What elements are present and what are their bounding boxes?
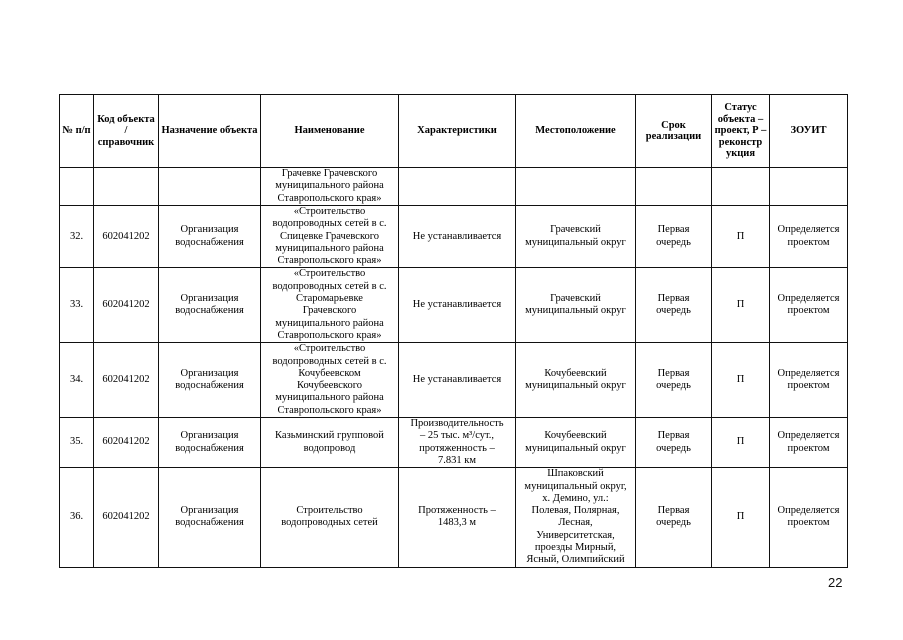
cell-location: Кочубеевский муниципальный округ	[516, 418, 636, 468]
cell-characteristics: Протяженность – 1483,3 м	[399, 468, 516, 567]
cell-zouit: Определяется проектом	[770, 343, 848, 418]
table-row	[60, 206, 848, 268]
cell-purpose: Организация водоснабжения	[159, 343, 261, 418]
cell-num: 36.	[60, 468, 94, 567]
cell-name: «Строительство водопроводных сетей в с. Старомарьевке Грачевского муниципального района Ставропольского края»	[261, 268, 399, 343]
cell-name: «Строительство водопроводных сетей в с. Спицевке Грачевского муниципального района Ставропольского края»	[261, 206, 399, 268]
cell-location: Грачевский муниципальный округ	[516, 206, 636, 268]
header-purpose: Назначение объекта	[159, 95, 261, 168]
cell-empty	[636, 168, 712, 206]
cell-term: Первая очередь	[636, 418, 712, 468]
cell-location: Шпаковский муниципальный округ, х. Демино, ул.: Полевая, Полярная, Лесная, Университетская, проезды Мирный, Ясный, Олимпийский	[516, 468, 636, 567]
cell-characteristics: Не устанавливается	[399, 343, 516, 418]
cell-name: Строительство водопроводных сетей	[261, 468, 399, 567]
table-row-continuation	[60, 168, 848, 206]
cell-empty	[712, 168, 770, 206]
header-code: Код объекта / справочник	[94, 95, 159, 168]
header-num: № п/п	[60, 95, 94, 168]
cell-code: 602041202	[94, 468, 159, 567]
cell-empty	[94, 168, 159, 206]
header-status: Статус объекта – проект, Р – реконстр укция	[712, 95, 770, 168]
cell-name-continuation: Грачевке Грачевского муниципального района Ставропольского края»	[261, 168, 399, 206]
cell-num: 34.	[60, 343, 94, 418]
cell-purpose: Организация водоснабжения	[159, 418, 261, 468]
cell-empty	[770, 168, 848, 206]
cell-empty	[516, 168, 636, 206]
cell-status: П	[712, 206, 770, 268]
page-number: 22	[828, 575, 843, 590]
table-row	[60, 418, 848, 468]
cell-status: П	[712, 418, 770, 468]
cell-empty	[159, 168, 261, 206]
cell-characteristics: Производительность – 25 тыс. м³/сут., протяженность – 7.831 км	[399, 418, 516, 468]
cell-zouit: Определяется проектом	[770, 418, 848, 468]
table-row	[60, 468, 848, 567]
cell-term: Первая очередь	[636, 343, 712, 418]
cell-name: «Строительство водопроводных сетей в с. Кочубеевском Кочубеевского муниципального района Ставропольского края»	[261, 343, 399, 418]
table-header-row	[60, 95, 848, 168]
cell-characteristics: Не устанавливается	[399, 206, 516, 268]
cell-purpose: Организация водоснабжения	[159, 468, 261, 567]
cell-term: Первая очередь	[636, 468, 712, 567]
cell-purpose: Организация водоснабжения	[159, 268, 261, 343]
cell-status: П	[712, 468, 770, 567]
cell-code: 602041202	[94, 343, 159, 418]
cell-num: 35.	[60, 418, 94, 468]
cell-code: 602041202	[94, 268, 159, 343]
cell-empty	[399, 168, 516, 206]
cell-zouit: Определяется проектом	[770, 206, 848, 268]
header-zouit: ЗОУИТ	[770, 95, 848, 168]
header-term: Срок реализации	[636, 95, 712, 168]
cell-term: Первая очередь	[636, 206, 712, 268]
cell-status: П	[712, 343, 770, 418]
cell-empty	[60, 168, 94, 206]
cell-code: 602041202	[94, 418, 159, 468]
cell-location: Кочубеевский муниципальный округ	[516, 343, 636, 418]
header-location: Местоположение	[516, 95, 636, 168]
header-characteristics: Характеристики	[399, 95, 516, 168]
cell-zouit: Определяется проектом	[770, 468, 848, 567]
cell-status: П	[712, 268, 770, 343]
cell-name: Казьминский групповой водопровод	[261, 418, 399, 468]
table-row	[60, 343, 848, 418]
table-row	[60, 268, 848, 343]
cell-characteristics: Не устанавливается	[399, 268, 516, 343]
objects-table	[59, 94, 848, 568]
cell-zouit: Определяется проектом	[770, 268, 848, 343]
cell-location: Грачевский муниципальный округ	[516, 268, 636, 343]
cell-code: 602041202	[94, 206, 159, 268]
cell-term: Первая очередь	[636, 268, 712, 343]
cell-purpose: Организация водоснабжения	[159, 206, 261, 268]
header-name: Наименование	[261, 95, 399, 168]
cell-num: 33.	[60, 268, 94, 343]
cell-num: 32.	[60, 206, 94, 268]
